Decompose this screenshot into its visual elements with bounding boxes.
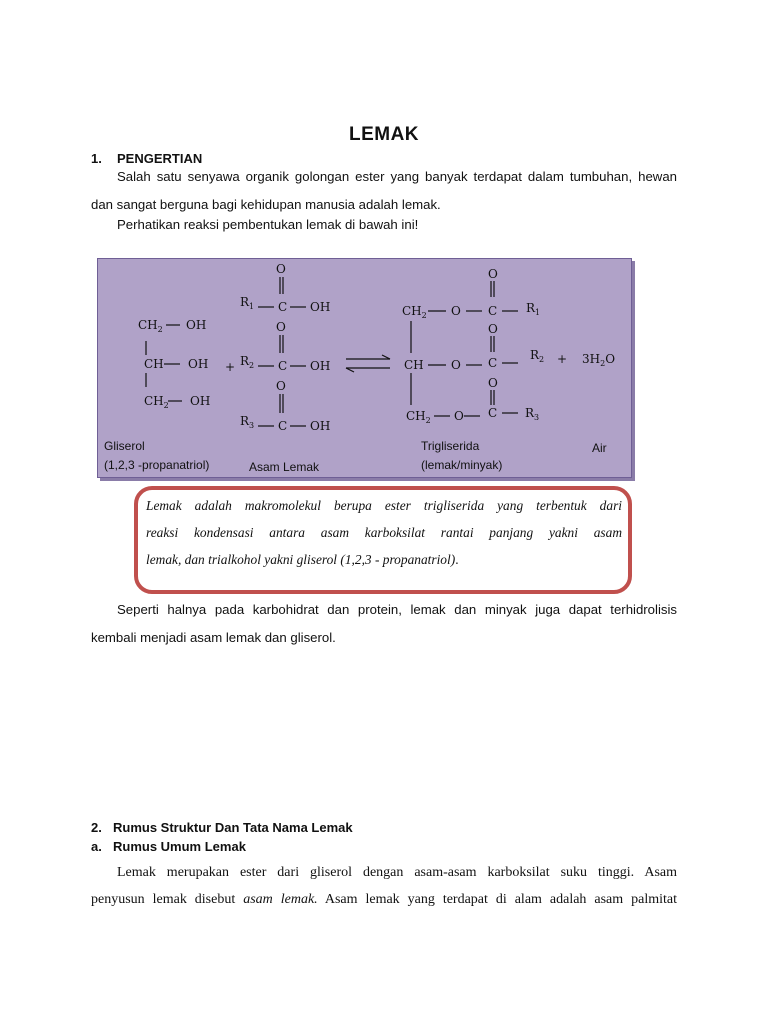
fatty-acid-label: Asam Lemak: [249, 460, 320, 474]
tg-ester-o-3: O: [454, 409, 464, 423]
plus-sign-1: +: [225, 360, 236, 374]
tg-c-2: C: [488, 356, 498, 370]
section-heading-2: [91, 820, 353, 835]
glycerol-oh-1: OH: [186, 318, 207, 332]
general-formula-line-1: Lemak merupakan ester dari gliserol dengan asam-asam karboksilat suku tinggi. Asam: [117, 865, 677, 880]
water-formula: $3H_2O$: [582, 352, 616, 368]
glycerol-oh-2: OH: [188, 357, 209, 371]
acid3-r: $R_3$: [240, 414, 255, 430]
acid2-c: C: [278, 359, 288, 373]
tg-ch2-top: $CH_2$: [402, 304, 427, 320]
subsection-letter: a.: [91, 839, 102, 854]
acid1-oh: OH: [310, 300, 331, 314]
tg-r1: $R_1$: [526, 301, 541, 317]
tg-r3: $R_3$: [525, 406, 540, 422]
intro-line-1: Salah satu senyawa organik golongan ester yang banyak terdapat dalam tumbuhan, hewan: [117, 169, 677, 184]
glycerol-oh-3: OH: [190, 394, 211, 408]
reaction-diagram: [97, 258, 632, 478]
glycerol-ch2-bottom: $CH_2$: [144, 394, 169, 410]
glycerol-ch: CH: [144, 357, 164, 371]
section-title: PENGERTIAN: [117, 151, 203, 166]
tg-o-1: O: [488, 267, 498, 281]
definition-line-2: reaksi kondensasi antara asam karboksilat rantai panjang yakni asam: [146, 525, 622, 540]
plus-sign-2: +: [557, 352, 568, 366]
acid1-o: O: [276, 262, 286, 276]
triglyceride-label: Trigliserida: [421, 439, 480, 453]
definition-line-1: Lemak adalah makromolekul berupa ester trigliserida yang terbentuk dari: [146, 498, 622, 513]
glycerol-label: Gliserol: [104, 439, 145, 453]
general-formula-line-2: penyusun lemak disebut asam lemak. Asam lemak yang terdapat di alam adalah asam palmitat: [91, 892, 677, 907]
acid2-oh: OH: [310, 359, 331, 373]
acid2-r: $R_2$: [240, 354, 255, 370]
acid3-o: O: [276, 379, 286, 393]
reaction-scheme: [98, 259, 631, 477]
section-number: 1.: [91, 151, 102, 166]
acid1-c: C: [278, 300, 288, 314]
hydrolysis-line-2: kembali menjadi asam lemak dan gliserol.: [91, 630, 336, 645]
glycerol-sublabel: (1,2,3 -propanatriol): [104, 458, 210, 472]
acid3-oh: OH: [310, 419, 331, 433]
acid2-o: O: [276, 320, 286, 334]
section-number: 2.: [91, 820, 102, 835]
subsection-heading-a: [91, 839, 246, 854]
page-title: LEMAK: [348, 124, 420, 145]
tg-r2: $R_2$: [530, 348, 545, 364]
definition-text: [146, 492, 622, 573]
glycerol-ch2-top: $CH_2$: [138, 318, 163, 334]
subsection-title: Rumus Umum Lemak: [113, 839, 246, 854]
tg-o-2: O: [488, 322, 498, 336]
definition-callout: [134, 486, 632, 594]
intro-line-2: dan sangat berguna bagi kehidupan manusia adalah lemak.: [91, 197, 441, 212]
tg-ch2-bottom: $CH_2$: [406, 409, 431, 425]
triglyceride-sublabel: (lemak/minyak): [421, 458, 503, 472]
tg-c-3: C: [488, 406, 498, 420]
tg-ester-o-2: O: [451, 358, 461, 372]
section-title: Rumus Struktur Dan Tata Nama Lemak: [113, 820, 353, 835]
tg-o-3: O: [488, 376, 498, 390]
hydrolysis-line-1: Seperti halnya pada karbohidrat dan protein, lemak dan minyak juga dapat terhidrolisis: [117, 602, 677, 617]
definition-line-3: lemak, dan trialkohol yakni gliserol (1,2,3 - propanatriol).: [146, 552, 459, 567]
acid1-r: $R_1$: [240, 295, 255, 311]
water-label: Air: [592, 441, 607, 455]
intro-line-3: Perhatikan reaksi pembentukan lemak di bawah ini!: [117, 217, 419, 232]
acid3-c: C: [278, 419, 288, 433]
tg-ch: CH: [404, 358, 424, 372]
tg-ester-o-1: O: [451, 304, 461, 318]
tg-c-1: C: [488, 304, 498, 318]
